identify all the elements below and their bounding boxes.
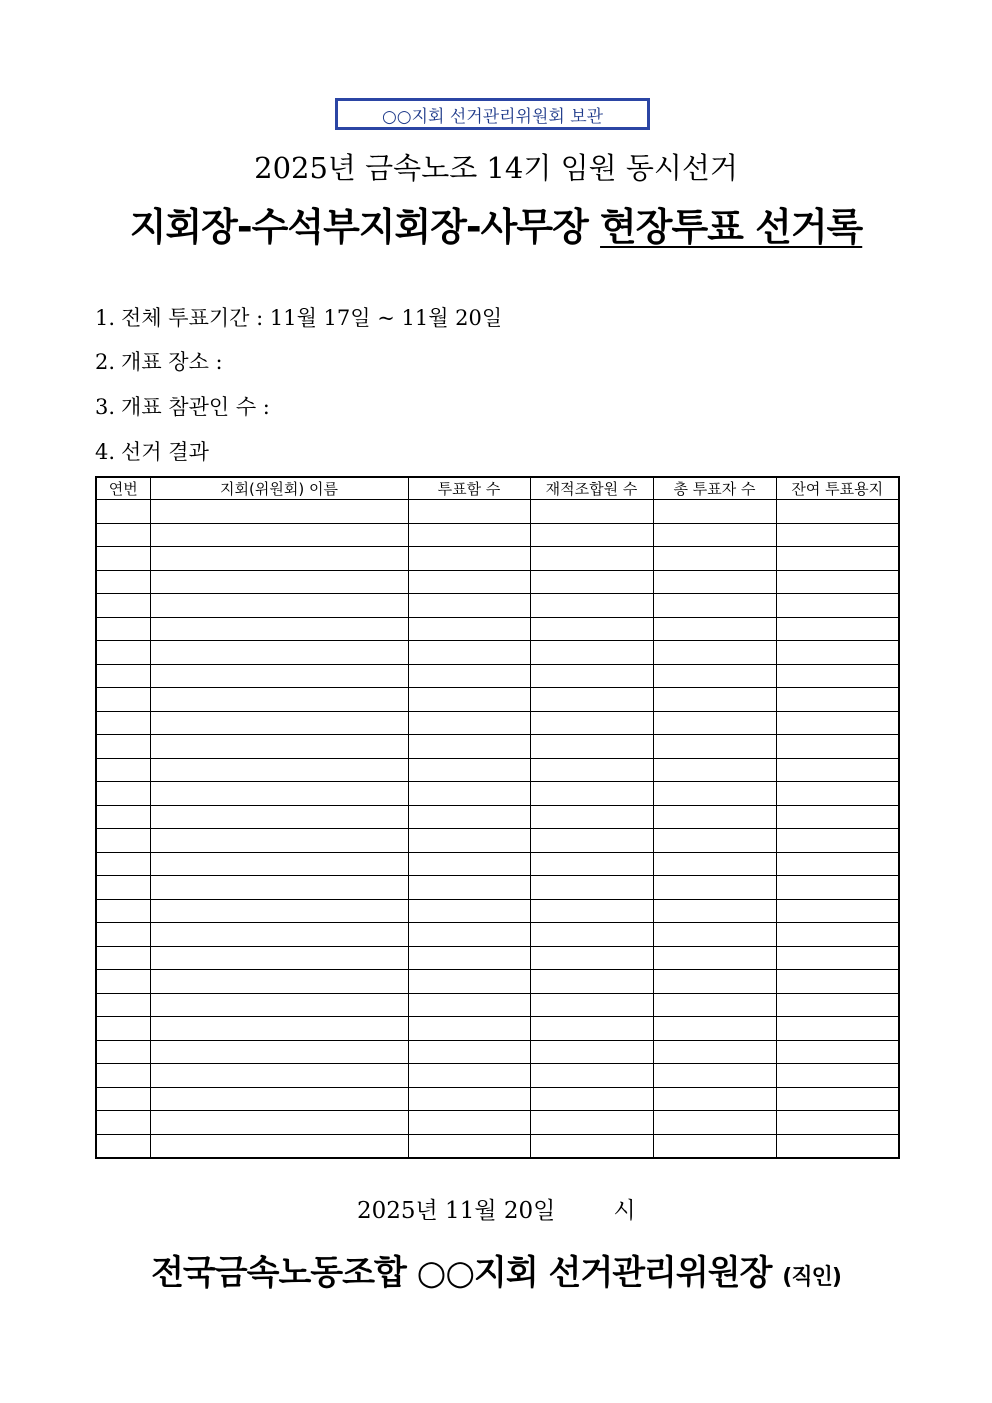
table-cell[interactable] [408,570,530,594]
table-row [96,523,899,547]
table-cell[interactable] [150,547,408,571]
table-cell[interactable] [150,946,408,970]
table-cell[interactable] [408,1087,530,1111]
table-cell[interactable] [408,735,530,759]
table-row [96,1087,899,1111]
table-row [96,946,899,970]
title-main: 지회장-수석부지회장-사무장 [129,205,601,249]
table-cell[interactable] [408,688,530,712]
table-cell[interactable] [776,547,899,571]
col-header-remaining-ballots: 잔여 투표용지 [776,477,899,500]
table-cell[interactable] [150,782,408,806]
table-cell[interactable] [776,641,899,665]
table-row [96,993,899,1017]
table-cell[interactable] [96,923,150,947]
table-cell[interactable] [530,993,653,1017]
item-observer-count [95,391,270,421]
table-cell[interactable] [408,876,530,900]
table-cell[interactable] [530,1017,653,1041]
table-cell[interactable] [776,617,899,641]
table-cell[interactable] [530,923,653,947]
table-cell[interactable] [408,523,530,547]
col-header-registered-members: 재적조합원 수 [530,477,653,500]
table-cell[interactable] [653,1064,776,1088]
table-cell[interactable] [530,617,653,641]
document-title [0,196,992,251]
table-cell[interactable] [776,711,899,735]
table-cell[interactable] [150,711,408,735]
table-cell[interactable] [408,664,530,688]
table-cell[interactable] [408,993,530,1017]
table-cell[interactable] [96,1064,150,1088]
table-cell[interactable] [530,664,653,688]
table-row [96,547,899,571]
table-cell[interactable] [150,1087,408,1111]
table-cell[interactable] [530,1111,653,1135]
table-row [96,711,899,735]
table-cell[interactable] [776,570,899,594]
table-cell[interactable] [150,1017,408,1041]
table-cell[interactable] [776,500,899,524]
table-cell[interactable] [530,711,653,735]
committee-signature [0,1245,992,1294]
table-cell[interactable] [96,547,150,571]
table-cell[interactable] [776,688,899,712]
col-header-total-voters: 총 투표자 수 [653,477,776,500]
custody-label: ○○지회 선거관리위원회 보관 [335,98,650,130]
table-row [96,899,899,923]
table-cell[interactable] [96,899,150,923]
table-cell[interactable] [530,899,653,923]
table-row [96,923,899,947]
table-cell[interactable] [150,993,408,1017]
table-cell[interactable] [96,523,150,547]
results-table [95,476,900,1159]
table-cell[interactable] [408,1134,530,1158]
table-cell[interactable] [96,970,150,994]
table-cell[interactable] [653,829,776,853]
table-cell[interactable] [530,735,653,759]
table-cell[interactable] [776,664,899,688]
table-cell[interactable] [776,1087,899,1111]
table-row [96,1040,899,1064]
table-cell[interactable] [776,1017,899,1041]
table-cell[interactable] [408,500,530,524]
table-cell[interactable] [653,970,776,994]
table-cell[interactable] [653,641,776,665]
table-row [96,500,899,524]
table-cell[interactable] [653,617,776,641]
table-cell[interactable] [408,899,530,923]
table-cell[interactable] [653,688,776,712]
table-cell[interactable] [96,1087,150,1111]
table-cell[interactable] [653,852,776,876]
table-cell[interactable] [776,1111,899,1135]
table-cell[interactable] [96,594,150,618]
seal-mark: (직인) [782,1265,841,1290]
table-cell[interactable] [150,852,408,876]
table-cell[interactable] [530,970,653,994]
table-cell[interactable] [96,805,150,829]
table-cell[interactable] [408,1040,530,1064]
item-counting-place [95,346,223,376]
hour-suffix: 시 [613,1198,636,1224]
table-cell[interactable] [653,899,776,923]
title-underlined: 현장투표 선거록 [600,205,863,249]
table-cell[interactable] [408,641,530,665]
table-cell[interactable] [653,1111,776,1135]
table-cell[interactable] [653,805,776,829]
table-cell[interactable] [653,946,776,970]
table-row [96,1017,899,1041]
table-cell[interactable] [530,1064,653,1088]
signature-text: 전국금속노동조합 ○○지회 선거관리위원장 [151,1253,772,1293]
date-text: 2025년 11월 20일 [357,1198,556,1224]
table-cell[interactable] [776,735,899,759]
table-cell[interactable] [408,1017,530,1041]
table-cell[interactable] [96,852,150,876]
table-cell[interactable] [530,500,653,524]
table-cell[interactable] [653,500,776,524]
table-cell[interactable] [150,970,408,994]
table-cell[interactable] [96,570,150,594]
table-row [96,805,899,829]
item-number: 4. [95,440,116,464]
table-cell[interactable] [150,664,408,688]
item-label: 전체 투표기간 : 11월 17일 ~ 11월 20일 [121,306,503,330]
table-cell[interactable] [530,946,653,970]
table-cell[interactable] [408,852,530,876]
table-cell[interactable] [150,923,408,947]
table-cell[interactable] [530,594,653,618]
table-row [96,735,899,759]
table-cell[interactable] [408,1064,530,1088]
table-row [96,570,899,594]
table-row [96,688,899,712]
table-cell[interactable] [408,594,530,618]
results-table-body [96,500,899,1159]
table-cell[interactable] [96,735,150,759]
table-cell[interactable] [408,1111,530,1135]
table-header-row [96,477,899,500]
table-cell[interactable] [776,923,899,947]
col-header-branch-name: 지회(위원회) 이름 [150,477,408,500]
table-cell[interactable] [530,1040,653,1064]
item-label: 개표 장소 : [121,350,223,374]
table-cell[interactable] [408,970,530,994]
table-cell[interactable] [776,970,899,994]
table-cell[interactable] [776,1064,899,1088]
table-cell[interactable] [530,570,653,594]
table-cell[interactable] [530,852,653,876]
item-label: 선거 결과 [121,440,209,464]
table-cell[interactable] [408,711,530,735]
table-cell[interactable] [776,829,899,853]
table-cell[interactable] [776,993,899,1017]
table-cell[interactable] [408,829,530,853]
item-election-result [95,436,209,466]
table-cell[interactable] [776,758,899,782]
table-cell[interactable] [96,688,150,712]
table-cell[interactable] [653,923,776,947]
table-cell[interactable] [408,547,530,571]
table-cell[interactable] [653,711,776,735]
table-cell[interactable] [96,664,150,688]
table-cell[interactable] [653,664,776,688]
table-cell[interactable] [408,805,530,829]
item-label: 개표 참관인 수 : [121,395,270,419]
table-cell[interactable] [150,1134,408,1158]
table-cell[interactable] [530,523,653,547]
table-cell[interactable] [530,876,653,900]
table-cell[interactable] [530,1087,653,1111]
table-row [96,641,899,665]
table-cell[interactable] [150,876,408,900]
table-cell[interactable] [653,782,776,806]
table-cell[interactable] [776,1040,899,1064]
table-cell[interactable] [150,899,408,923]
table-cell[interactable] [408,782,530,806]
table-cell[interactable] [150,641,408,665]
table-cell[interactable] [530,758,653,782]
table-row [96,1111,899,1135]
table-row [96,970,899,994]
table-row [96,829,899,853]
table-cell[interactable] [150,735,408,759]
table-cell[interactable] [653,523,776,547]
table-cell[interactable] [776,1134,899,1158]
table-cell[interactable] [408,617,530,641]
table-cell[interactable] [653,735,776,759]
table-cell[interactable] [408,923,530,947]
table-cell[interactable] [150,758,408,782]
table-cell[interactable] [530,782,653,806]
table-cell[interactable] [408,946,530,970]
table-cell[interactable] [96,641,150,665]
table-cell[interactable] [776,594,899,618]
table-cell[interactable] [653,1134,776,1158]
table-cell[interactable] [96,1040,150,1064]
table-cell[interactable] [150,805,408,829]
table-row [96,594,899,618]
item-number: 3. [95,395,116,419]
table-cell[interactable] [150,570,408,594]
table-cell[interactable] [96,876,150,900]
table-cell[interactable] [150,594,408,618]
election-subtitle: 2025년 금속노조 14기 임원 동시선거 [254,151,738,185]
table-row [96,617,899,641]
table-cell[interactable] [653,1040,776,1064]
table-cell[interactable] [150,500,408,524]
table-cell[interactable] [653,876,776,900]
table-row [96,1064,899,1088]
table-cell[interactable] [150,829,408,853]
table-cell[interactable] [96,1111,150,1135]
table-cell[interactable] [530,805,653,829]
table-row [96,876,899,900]
table-cell[interactable] [776,782,899,806]
table-cell[interactable] [653,1017,776,1041]
table-cell[interactable] [653,570,776,594]
table-row [96,664,899,688]
table-cell[interactable] [96,993,150,1017]
table-cell[interactable] [776,946,899,970]
table-row [96,1134,899,1158]
table-cell[interactable] [530,829,653,853]
table-cell[interactable] [653,758,776,782]
table-cell[interactable] [96,829,150,853]
table-cell[interactable] [776,876,899,900]
table-row [96,852,899,876]
table-cell[interactable] [776,899,899,923]
table-cell[interactable] [408,758,530,782]
table-row [96,782,899,806]
table-cell[interactable] [653,993,776,1017]
table-cell[interactable] [96,946,150,970]
record-date [357,1192,636,1225]
table-cell[interactable] [96,617,150,641]
table-cell[interactable] [776,805,899,829]
col-header-ballot-boxes: 투표함 수 [408,477,530,500]
table-cell[interactable] [96,1017,150,1041]
item-number: 2. [95,350,116,374]
item-number: 1. [95,306,116,330]
table-cell[interactable] [530,1134,653,1158]
table-cell[interactable] [96,758,150,782]
table-row [96,758,899,782]
table-cell[interactable] [150,1111,408,1135]
table-cell[interactable] [96,711,150,735]
table-cell[interactable] [150,523,408,547]
table-cell[interactable] [776,852,899,876]
table-cell[interactable] [96,1134,150,1158]
col-header-serial: 연번 [96,477,150,500]
table-cell[interactable] [150,617,408,641]
table-cell[interactable] [150,1040,408,1064]
item-voting-period [95,302,502,332]
table-cell[interactable] [150,688,408,712]
table-cell[interactable] [776,523,899,547]
table-cell[interactable] [653,594,776,618]
table-cell[interactable] [530,688,653,712]
table-cell[interactable] [150,1064,408,1088]
table-cell[interactable] [96,782,150,806]
table-cell[interactable] [530,547,653,571]
table-cell[interactable] [653,1087,776,1111]
table-cell[interactable] [653,547,776,571]
table-cell[interactable] [96,500,150,524]
table-cell[interactable] [530,641,653,665]
